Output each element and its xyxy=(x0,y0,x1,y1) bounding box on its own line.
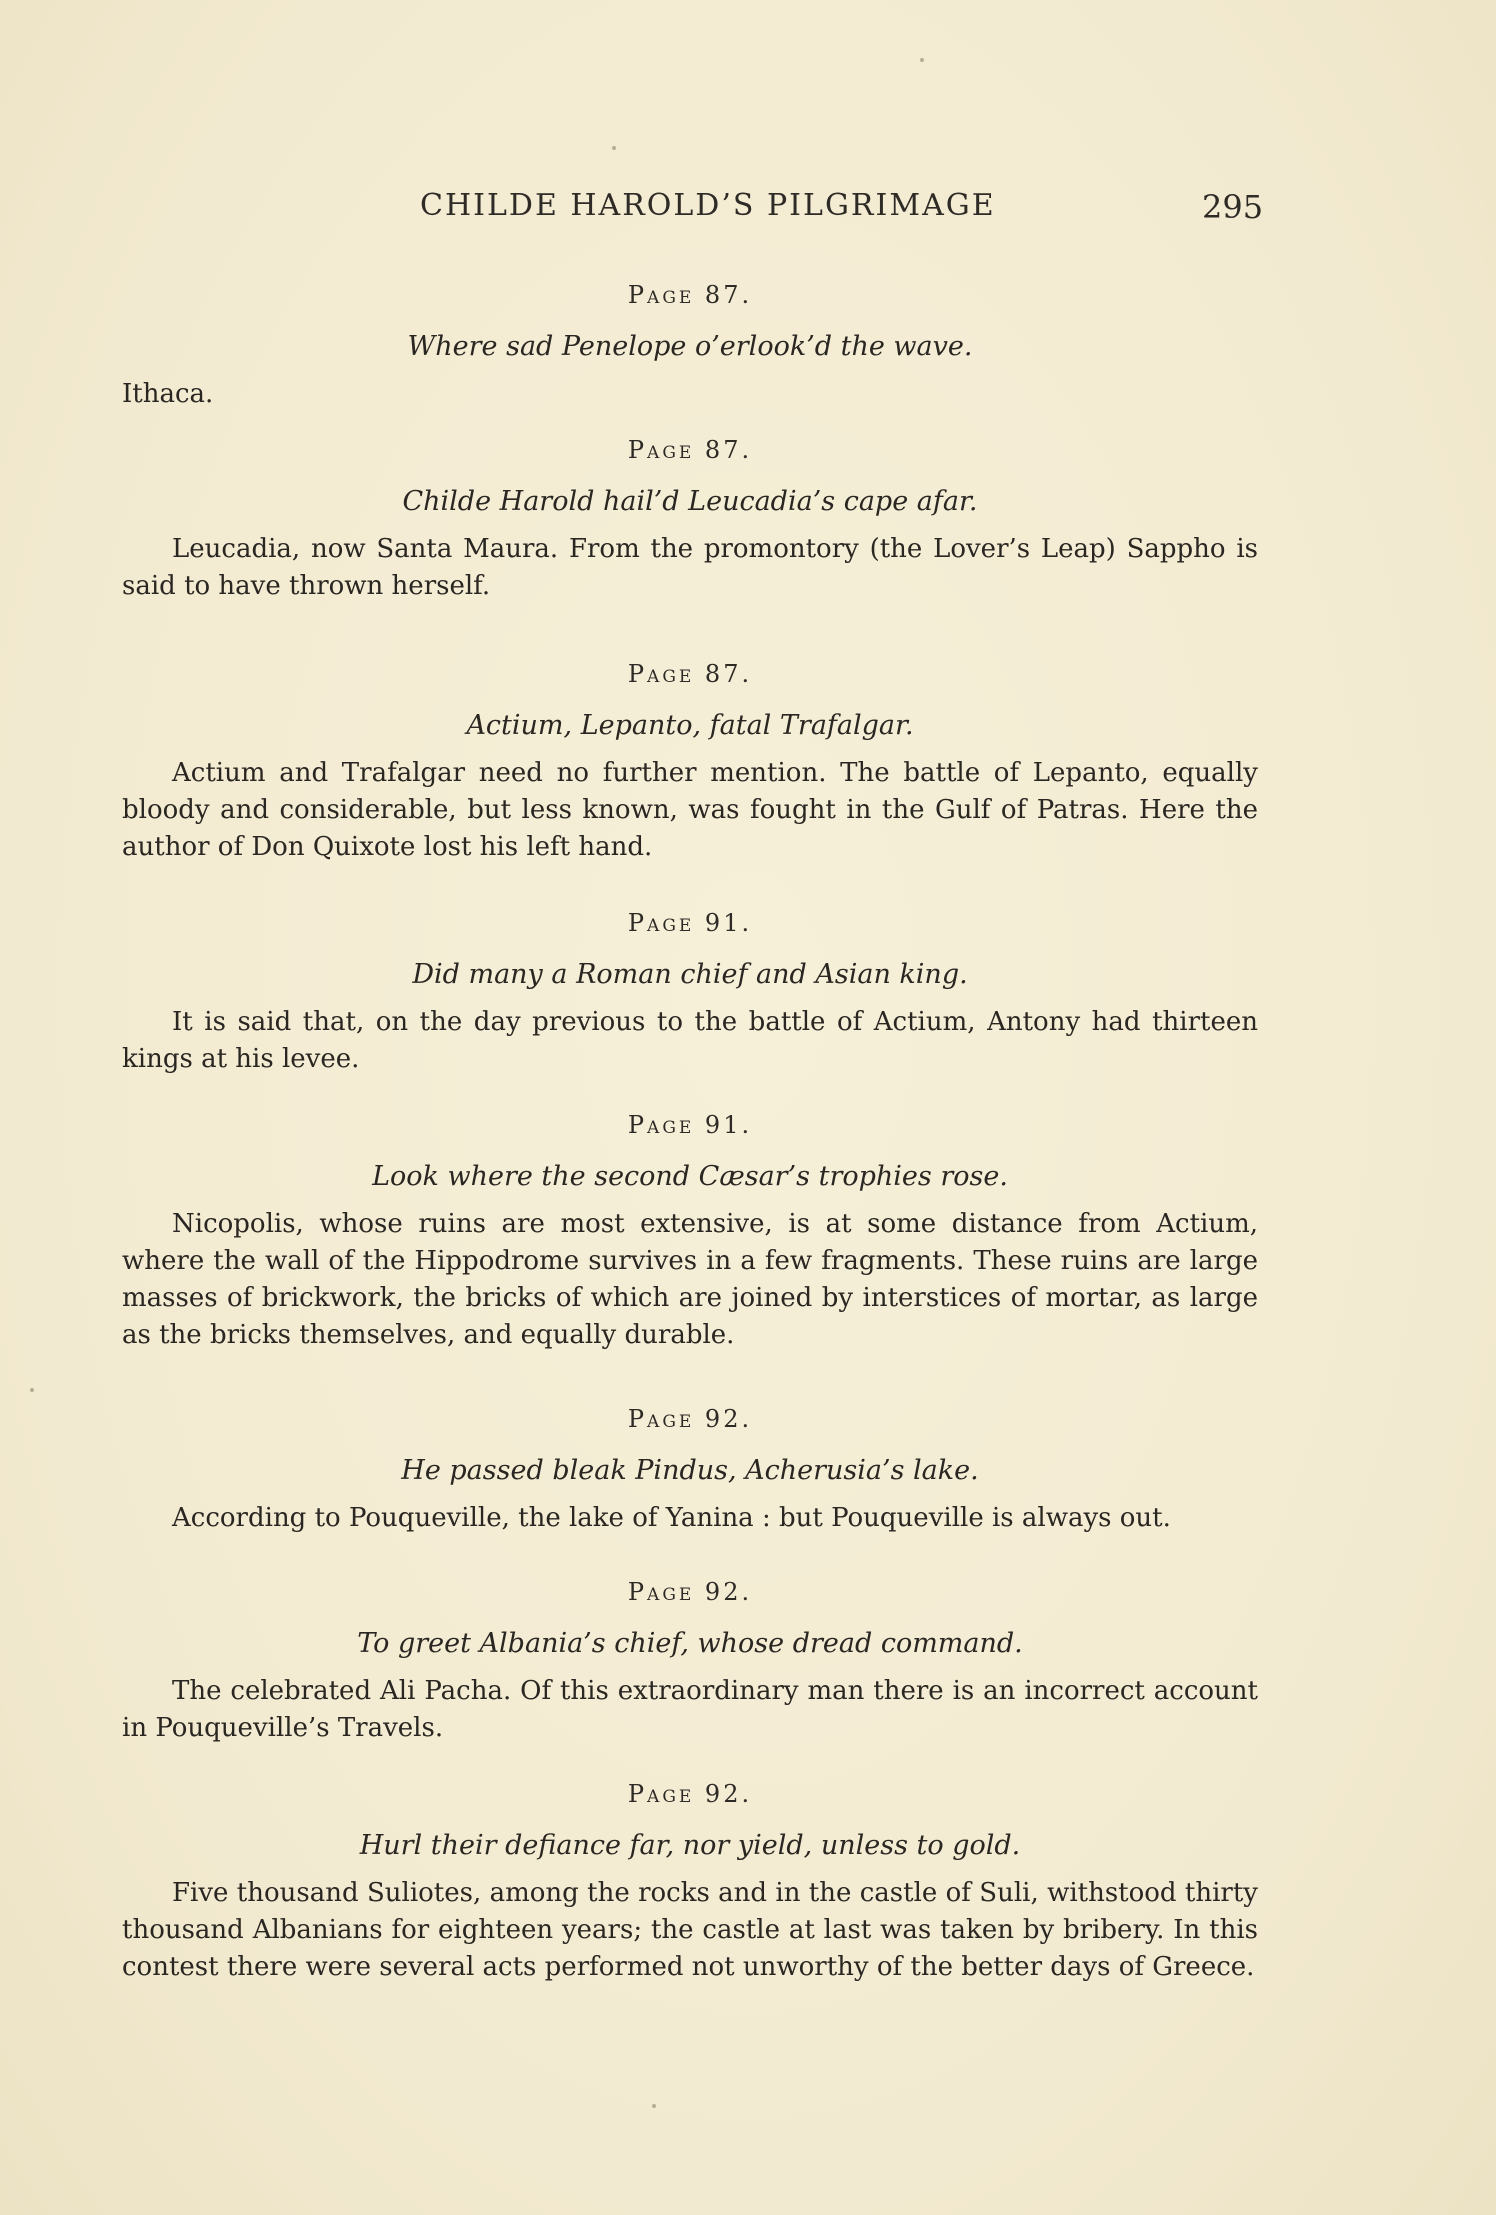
note-heading: Page 91. xyxy=(627,1111,753,1139)
note xyxy=(122,1575,1258,1747)
note-body: Ithaca. xyxy=(122,379,214,409)
note-heading: Page 92. xyxy=(627,1405,753,1433)
paper-speck xyxy=(652,2104,656,2108)
note-quote: Look where the second Cæsar’s trophies rose. xyxy=(372,1161,1008,1192)
note xyxy=(122,657,1258,866)
note xyxy=(122,1777,1258,1986)
note-body: It is said that, on the day previous to the battle of Actium, Antony had thirteen kings at his levee. xyxy=(122,1007,1258,1074)
note-quote: Did many a Roman chief and Asian king. xyxy=(412,959,968,990)
note-quote: Childe Harold hail’d Leucadia’s cape afar. xyxy=(402,486,978,517)
running-title: CHILDE HAROLD’S PILGRIMAGE xyxy=(420,188,996,223)
note xyxy=(122,1402,1258,1537)
note-body: According to Pouqueville, the lake of Yanina : but Pouqueville is always out. xyxy=(172,1503,1171,1533)
note-quote: To greet Albania’s chief, whose dread command. xyxy=(357,1628,1023,1659)
note-body: Leucadia, now Santa Maura. From the promontory (the Lover’s Leap) Sappho is said to have thrown herself. xyxy=(122,534,1258,601)
note xyxy=(122,433,1258,605)
note-body: Five thousand Suliotes, among the rocks and in the castle of Suli, withstood thirty thousand Albanians for eighteen years; the castle at last was taken by bribery. In this contest there were several acts performed not unworthy of the better days of Greece. xyxy=(122,1878,1258,1982)
note-quote: Actium, Lepanto, fatal Trafalgar. xyxy=(466,710,914,741)
paper-speck xyxy=(920,58,924,62)
note-heading: Page 87. xyxy=(627,436,753,464)
note-body: Actium and Trafalgar need no further mention. The battle of Lepanto, equally bloody and considerable, but less known, was fought in the Gulf of Patras. Here the author of Don Quixote lost his left hand. xyxy=(122,758,1258,862)
note-heading: Page 91. xyxy=(627,909,753,937)
note-quote: He passed bleak Pindus, Acherusia’s lake. xyxy=(401,1455,979,1486)
note-body: The celebrated Ali Pacha. Of this extraordinary man there is an incorrect account in Pouqueville’s Travels. xyxy=(122,1676,1258,1743)
note-quote: Where sad Penelope o’erlook’d the wave. xyxy=(407,331,973,362)
notes-section xyxy=(122,278,1258,1986)
note-body: Nicopolis, whose ruins are most extensive, is at some distance from Actium, where the wall of the Hippodrome survives in a few fragments. These ruins are large masses of brickwork, the bricks of which are joined by interstices of mortar, as large as the bricks themselves, and equally durable. xyxy=(122,1209,1258,1350)
note xyxy=(122,1108,1258,1354)
note-heading: Page 92. xyxy=(627,1780,753,1808)
note-heading: Page 87. xyxy=(627,281,753,309)
note-heading: Page 92. xyxy=(627,1578,753,1606)
paper-speck xyxy=(30,1388,34,1392)
page-number: 295 xyxy=(1202,188,1264,226)
note-heading: Page 87. xyxy=(627,660,753,688)
note xyxy=(122,906,1258,1078)
note-quote: Hurl their defiance far, nor yield, unless to gold. xyxy=(359,1830,1021,1861)
note xyxy=(122,278,1258,413)
running-head xyxy=(0,188,1496,228)
paper-speck xyxy=(612,146,616,150)
